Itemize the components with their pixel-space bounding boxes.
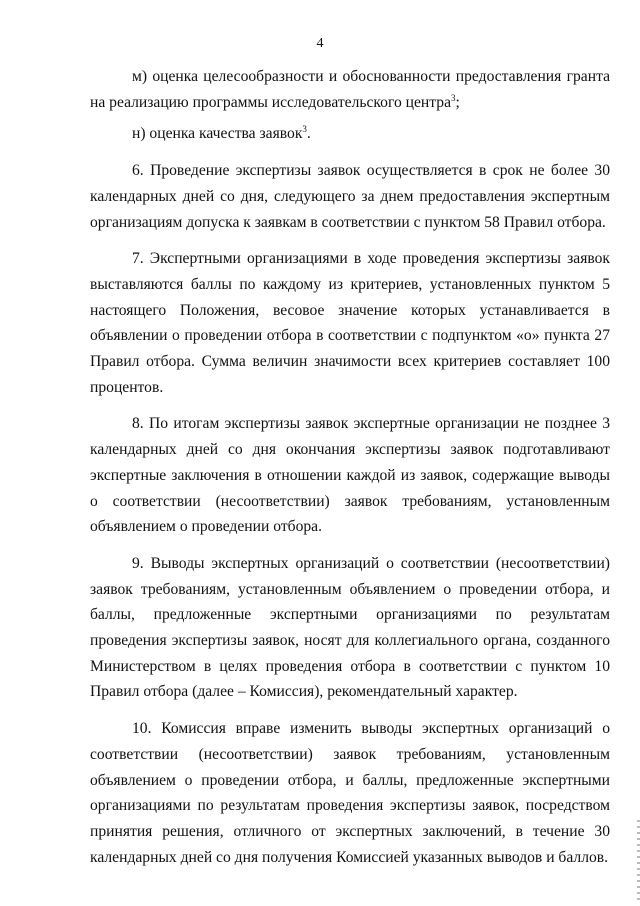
clause-6: 6. Проведение экспертизы заявок осуществляется в срок не более 30 календарных дней со дня, следующего за днем предоставления экспертным организациям допуска к заявкам в соответствии с пунктом 58 Правил отбора. bbox=[90, 162, 610, 231]
footnote-ref: 3 bbox=[451, 92, 456, 103]
clause-9: 9. Выводы экспертных организаций о соответствии (несоответствии) заявок требованиям, установленным объявлением о проведении отбора, и баллы, предложенные экспертными организациями по результатам проведения экспертизы заявок, носят для коллегиального органа, созданного Министерством в целях проведения отбора в соответствии с пунктом 10 Правил отбора (далее – Комиссия), рекомендательный характер. bbox=[90, 554, 610, 701]
clause-7: 7. Экспертными организациями в ходе проведения экспертизы заявок выставляются баллы по каждому из критериев, установленных пунктом 5 настоящего Положения, весовое значение которых устанавливается в объявлении о проведении отбора в соответствии с подпунктом «о» пункта 27 Правил отбора. Сумма величин значимости всех критериев составляет 100 процентов. bbox=[90, 250, 610, 396]
clause-8: 8. По итогам экспертизы заявок экспертные организации не позднее 3 календарных дней со дня окончания экспертизы заявок подготавливают экспертные заключения в отношении каждой из заявок, содержащие выводы о соответствии (несоответствии) заявок требованиям, установленным объявлением о проведении отбора. bbox=[90, 415, 610, 536]
list-item-m-tail: ; bbox=[455, 93, 460, 111]
footnote-ref: 3 bbox=[302, 124, 307, 135]
list-item-n bbox=[90, 121, 610, 147]
list-item-m bbox=[90, 64, 610, 115]
document-body bbox=[90, 64, 610, 881]
clause-10: 10. Комиссия вправе изменить выводы экспертных организаций о соответствии (несоответствии) заявок требованиям, установленным объявлением о проведении отбора, и баллы, предложенные экспертными организациями по результатам проведения экспертизы заявок, посредством принятия решения, отличного от экспертных заключений, в течение 30 календарных дней со дня получения Комиссией указанных выводов и баллов. bbox=[90, 720, 610, 866]
page-number: 4 bbox=[316, 36, 324, 51]
list-item-n-tail: . bbox=[306, 125, 311, 143]
list-item-n-text: н) оценка качества заявок bbox=[132, 125, 303, 143]
list-item-m-text: м) оценка целесообразности и обоснованности предоставления гранта на реализацию программы исследовательского центра bbox=[90, 68, 610, 111]
